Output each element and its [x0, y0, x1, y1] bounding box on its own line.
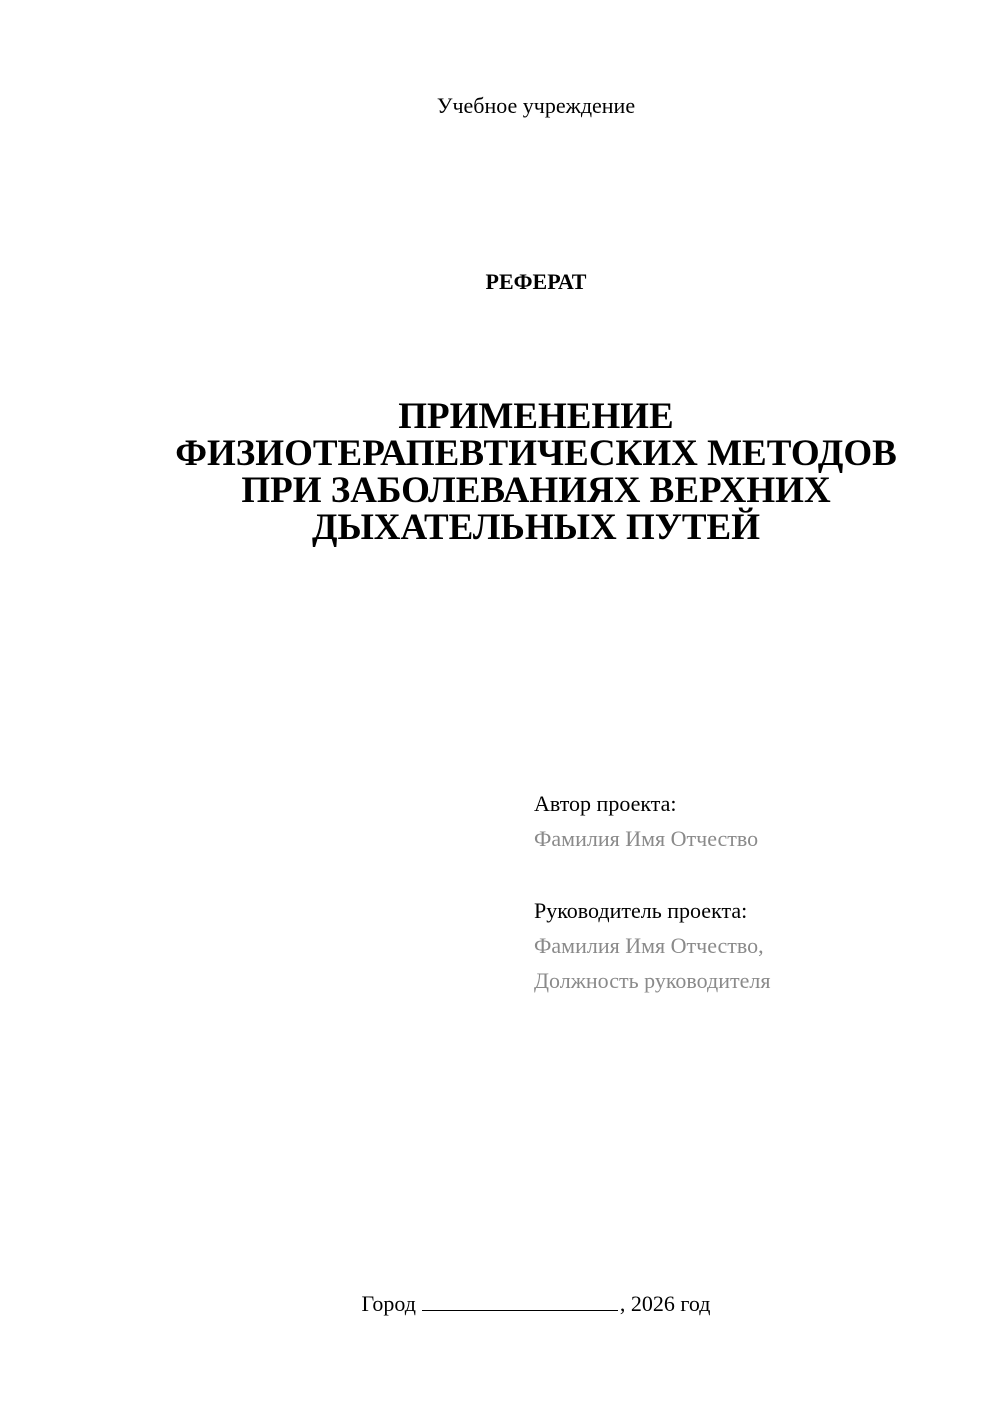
topic-title-line: ФИЗИОТЕРАПЕВТИЧЕСКИХ МЕТОДОВ [175, 433, 897, 474]
institution-name: Учебное учреждение [436, 93, 636, 118]
supervisor-name: Фамилия Имя Отчество, [534, 933, 764, 958]
supervisor-label: Руководитель проекта: [534, 898, 748, 923]
topic-title-line: ДЫХАТЕЛЬНЫХ ПУТЕЙ [311, 507, 761, 548]
topic-title-line: ПРИ ЗАБОЛЕВАНИЯХ ВЕРХНИХ [241, 470, 831, 511]
author-block [534, 786, 758, 856]
document-type: РЕФЕРАТ [485, 269, 587, 294]
supervisor-position: Должность руководителя [534, 968, 771, 993]
supervisor-block [534, 893, 770, 998]
city-year-line [0, 1290, 1000, 1318]
topic-title-line: ПРИМЕНЕНИЕ [398, 396, 674, 437]
topic-title [0, 398, 1000, 546]
year-text: , 2026 год [619, 1291, 711, 1316]
author-label: Автор проекта: [534, 791, 677, 816]
city-blank-line [422, 1290, 618, 1311]
author-name: Фамилия Имя Отчество [534, 826, 759, 851]
city-label: Город [361, 1291, 416, 1316]
